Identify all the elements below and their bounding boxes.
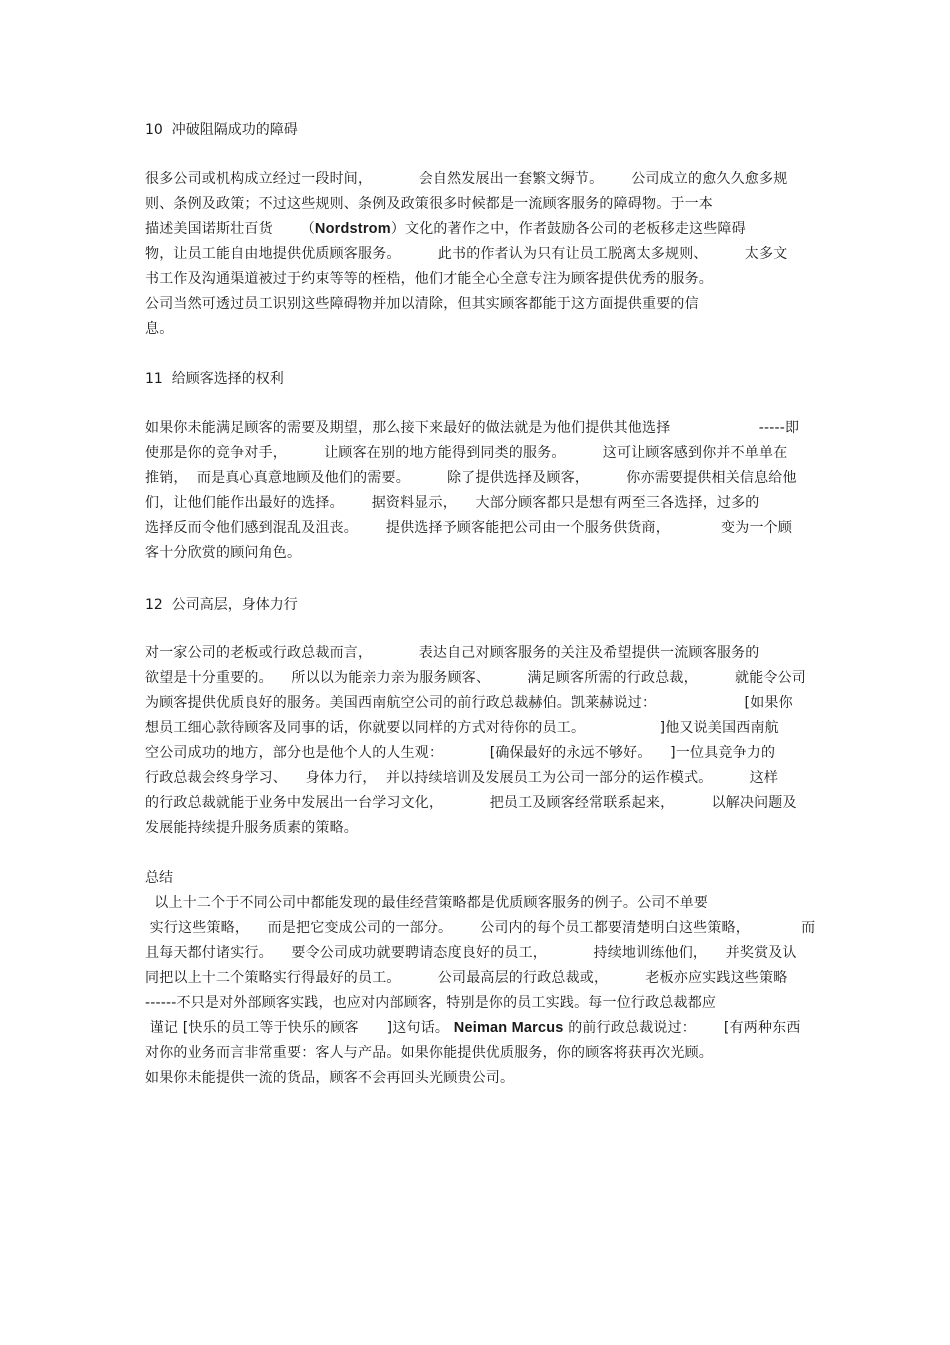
body-line: 为顾客提供优质良好的服务。美国西南航空公司的前行政总裁赫伯。凯莱赫说过： [如果你 (145, 695, 793, 711)
body-line: 如果你未能提供一流的货品，顾客不会再回头光顾贵公司。 (145, 1070, 515, 1086)
latin-bold-term: Nordstrom (314, 221, 391, 237)
body-line: 同把以上十二个策略实行得最好的员工。 公司最高层的行政总裁或， 老板亦应实践这些策略 (145, 970, 788, 986)
body-line: 们，让他们能作出最好的选择。 据资料显示， 大部分顾客都只是想有两至三各选择，过多的 (145, 495, 760, 511)
section-heading-summary: 总结 (145, 870, 173, 886)
body-line: 则、条例及政策；不过这些规则、条例及政策很多时候都是一流顾客服务的障碍物。于一本 (145, 196, 713, 212)
body-line: 欲望是十分重要的。 所以以为能亲力亲为服务顾客、 满足顾客所需的行政总裁， 就能令公司 (145, 670, 807, 686)
body-line-mixed: 描述美国诺斯壮百货 （Nordstrom）文化的著作之中，作者鼓励各公司的老板移走这些障碍 (145, 221, 746, 237)
body-line: 发展能持续提升服务质素的策略。 (145, 820, 358, 836)
body-line: 书工作及沟通渠道被过于约束等等的桎梏，他们才能全心全意专注为顾客提供优秀的服务。 (145, 271, 713, 287)
body-line: 的行政总裁就能于业务中发展出一台学习文化， 把员工及顾客经常联系起来， 以解决问题及 (145, 795, 797, 811)
body-line: 想员工细心款待顾客及同事的话，你就要以同样的方式对待你的员工。 ]他又说美国西南航 (145, 720, 779, 736)
body-line: 很多公司或机构成立经过一段时间， 会自然发展出一套繁文缛节。 公司成立的愈久久愈多规 (145, 171, 788, 187)
body-line: 对你的业务而言非常重要：客人与产品。如果你能提供优质服务，你的顾客将获再次光顾。 (145, 1045, 713, 1061)
section-heading-10: 10 冲破阻隔成功的障碍 (145, 122, 298, 138)
latin-bold-term: Neiman Marcus (453, 1020, 564, 1036)
body-line: 推销， 而是真心真意地顾及他们的需要。 除了提供选择及顾客， 你亦需要提供相关信息给他 (145, 470, 797, 486)
body-line: 物，让员工能自由地提供优质顾客服务。 此书的作者认为只有让员工脱离太多规则、 太多文 (145, 246, 788, 262)
body-line: 息。 (145, 321, 174, 337)
body-line: 对一家公司的老板或行政总裁而言， 表达自己对顾客服务的关注及希望提供一流顾客服务的 (145, 645, 760, 661)
body-line: 使那是你的竞争对手， 让顾客在别的地方能得到同类的服务。 这可让顾客感到你并不单单在 (145, 445, 788, 461)
section-heading-12: 12 公司高层，身体力行 (145, 597, 298, 613)
body-line: 客十分欣赏的顾问角色。 (145, 545, 302, 561)
body-line: 如果你未能满足顾客的需要及期望，那么接下来最好的做法就是为他们提供其他选择 -----即 (145, 420, 800, 436)
body-line: 且每天都付诸实行。 要令公司成功就要聘请态度良好的员工， 持续地训练他们， 并奖赏及认 (145, 945, 797, 961)
body-line-mixed: 谨记 [快乐的员工等于快乐的顾客 ]这句话。 Neiman Marcus 的前行政总裁说过： [有两种东西 (145, 1020, 801, 1036)
section-heading-11: 11 给顾客选择的权利 (145, 371, 284, 387)
body-line: 实行这些策略， 而是把它变成公司的一部分。 公司内的每个员工都要清楚明白这些策略， 而 (145, 920, 816, 936)
body-line: 空公司成功的地方，部分也是他个人的人生观： [确保最好的永远不够好。 ]一位具竞争力的 (145, 745, 776, 761)
body-line: ------不只是对外部顾客实践，也应对内部顾客，特别是你的员工实践。每一位行政总裁都应 (145, 995, 717, 1011)
body-line: 选择反而令他们感到混乱及沮丧。 提供选择予顾客能把公司由一个服务供货商， 变为一个顾 (145, 520, 793, 536)
body-line: 行政总裁会终身学习、 身体力行， 并以持续培训及发展员工为公司一部分的运作模式。 这样 (145, 770, 779, 786)
body-line: 以上十二个于不同公司中都能发现的最佳经营策略都是优质顾客服务的例子。公司不单要 (145, 895, 709, 911)
body-line: 公司当然可透过员工识别这些障碍物并加以清除，但其实顾客都能于这方面提供重要的信 (145, 296, 699, 312)
